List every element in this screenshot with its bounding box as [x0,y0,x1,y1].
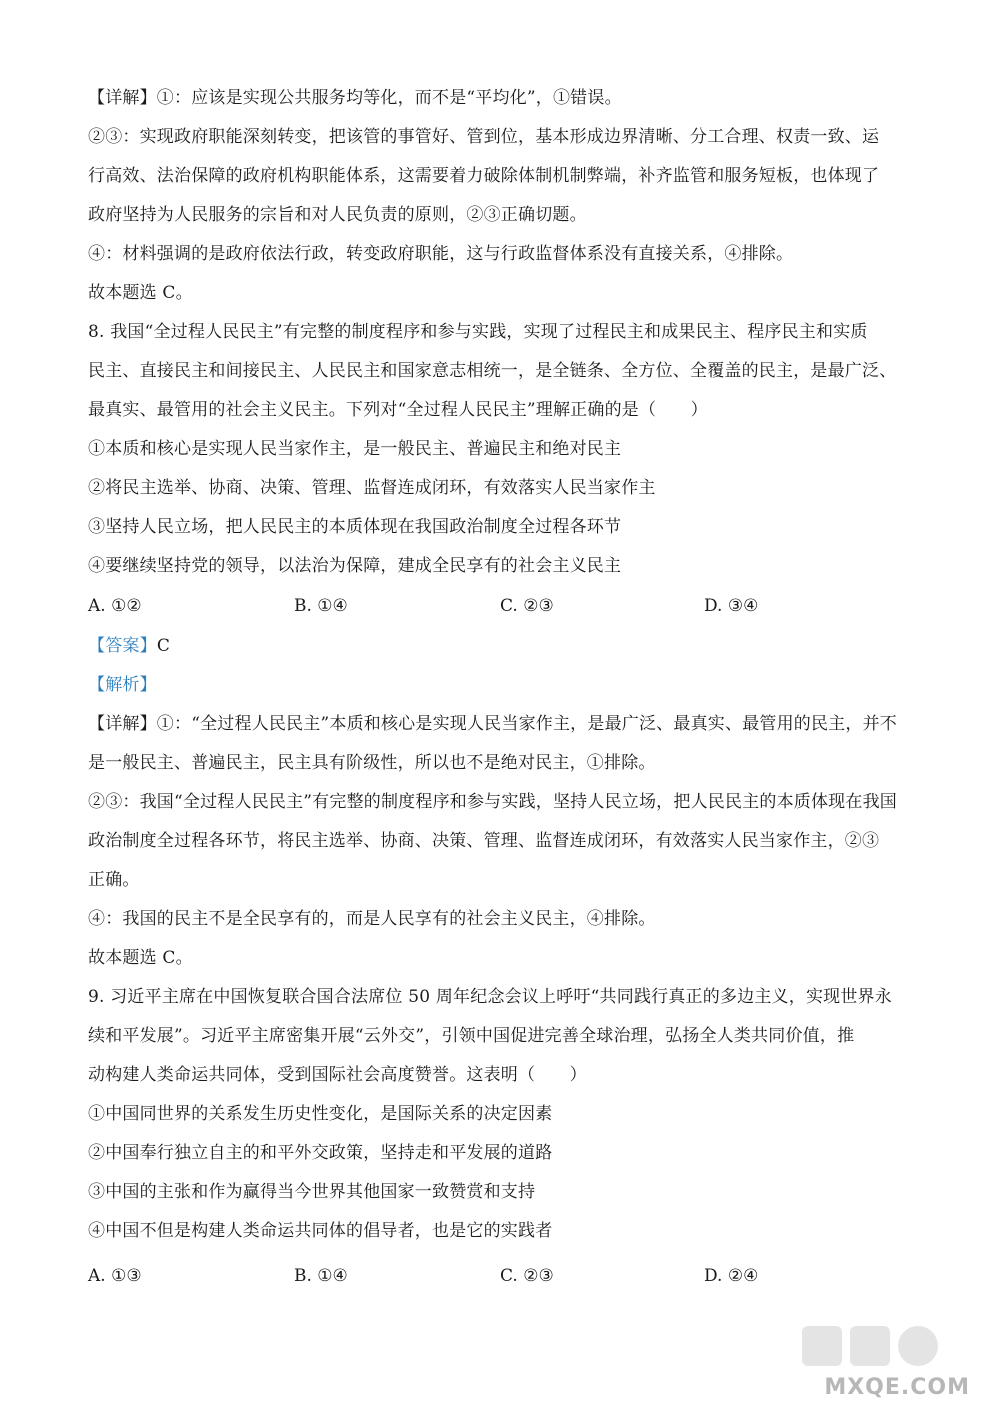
option-d: D. ②④ [704,1266,759,1286]
text-line: 故本题选 C。 [88,283,193,303]
question-8-stem: 民主、直接民主和间接民主、人民民主和国家意志相统一，是全链条、全方位、全覆盖的民主，是最广泛、 [88,361,897,381]
text-line: 【详解】①：应该是实现公共服务均等化，而不是“平均化”，①错误。 [88,88,622,108]
question-9-stem: 续和平发展”。习近平主席密集开展“云外交”，引领中国促进完善全球治理，弘扬全人类共同价值，推 [88,1026,855,1046]
question-9-options [88,1264,918,1288]
option-a: A. ①② [88,596,142,616]
answer-value: C [156,636,171,656]
analysis-label: 【解析】 [88,675,157,695]
text-line: 正确。 [88,870,140,890]
option-b: B. ①④ [294,596,348,616]
option-c: C. ②③ [500,1266,554,1286]
option-b: B. ①④ [294,1266,348,1286]
question-9-item: ③中国的主张和作为赢得当今世界其他国家一致赞赏和支持 [88,1182,536,1202]
text-line: ④：材料强调的是政府依法行政，转变政府职能，这与行政监督体系没有直接关系，④排除。 [88,244,794,264]
option-c: C. ②③ [500,596,554,616]
question-8-stem: 最真实、最管用的社会主义民主。下列对“全过程人民民主”理解正确的是（ ） [88,400,708,420]
question-9-item: ①中国同世界的关系发生历史性变化，是国际关系的决定因素 [88,1104,553,1124]
question-8-options [88,594,918,618]
question-9-item: ②中国奉行独立自主的和平外交政策，坚持走和平发展的道路 [88,1143,553,1163]
question-9-stem: 9. 习近平主席在中国恢复联合国合法席位 50 周年纪念会议上呼吁“共同践行真正的多边主义，实现世界永 [88,987,892,1007]
question-8-item: ③坚持人民立场，把人民民主的本质体现在我国政治制度全过程各环节 [88,517,622,537]
text-line: 行高效、法治保障的政府机构职能体系，这需要着力破除体制机制弊端，补齐监管和服务短板，也体现了 [88,166,880,186]
text-line: 故本题选 C。 [88,948,193,968]
question-9-stem: 动构建人类命运共同体，受到国际社会高度赞誉。这表明（ ） [88,1065,587,1085]
watermark-text: MXQE.COM [824,1375,970,1400]
text-line: ④：我国的民主不是全民享有的，而是人民享有的社会主义民主，④排除。 [88,909,656,929]
text-line: ②③：实现政府职能深刻转变，把该管的事管好、管到位，基本形成边界清晰、分工合理、权责一致、运 [88,127,880,147]
text-line: 政治制度全过程各环节，将民主选举、协商、决策、管理、监督连成闭环，有效落实人民当家作主，②③ [88,831,880,851]
option-a: A. ①③ [88,1266,142,1286]
question-9-item: ④中国不但是构建人类命运共同体的倡导者，也是它的实践者 [88,1221,553,1241]
question-8-item: ①本质和核心是实现人民当家作主，是一般民主、普遍民主和绝对民主 [88,439,622,459]
option-d: D. ③④ [704,596,759,616]
text-line: 【详解】①：“全过程人民民主”本质和核心是实现人民当家作主，是最广泛、最真实、最管用的民主，并不 [88,714,897,734]
text-line: 是一般民主、普遍民主，民主具有阶级性，所以也不是绝对民主，①排除。 [88,753,656,773]
answer-line [88,634,918,658]
question-8-stem: 8. 我国“全过程人民民主”有完整的制度程序和参与实践，实现了过程民主和成果民主、程序民主和实质 [88,322,868,342]
question-8-item: ②将民主选举、协商、决策、管理、监督连成闭环，有效落实人民当家作主 [88,478,656,498]
text-line: ②③：我国“全过程人民民主”有完整的制度程序和参与实践，坚持人民立场，把人民民主的本质体现在我国 [88,792,897,812]
question-8-item: ④要继续坚持党的领导，以法治为保障，建成全民享有的社会主义民主 [88,556,622,576]
text-line: 政府坚持为人民服务的宗旨和对人民负责的原则，②③正确切题。 [88,205,587,225]
answer-label: 【答案】 [88,636,157,656]
